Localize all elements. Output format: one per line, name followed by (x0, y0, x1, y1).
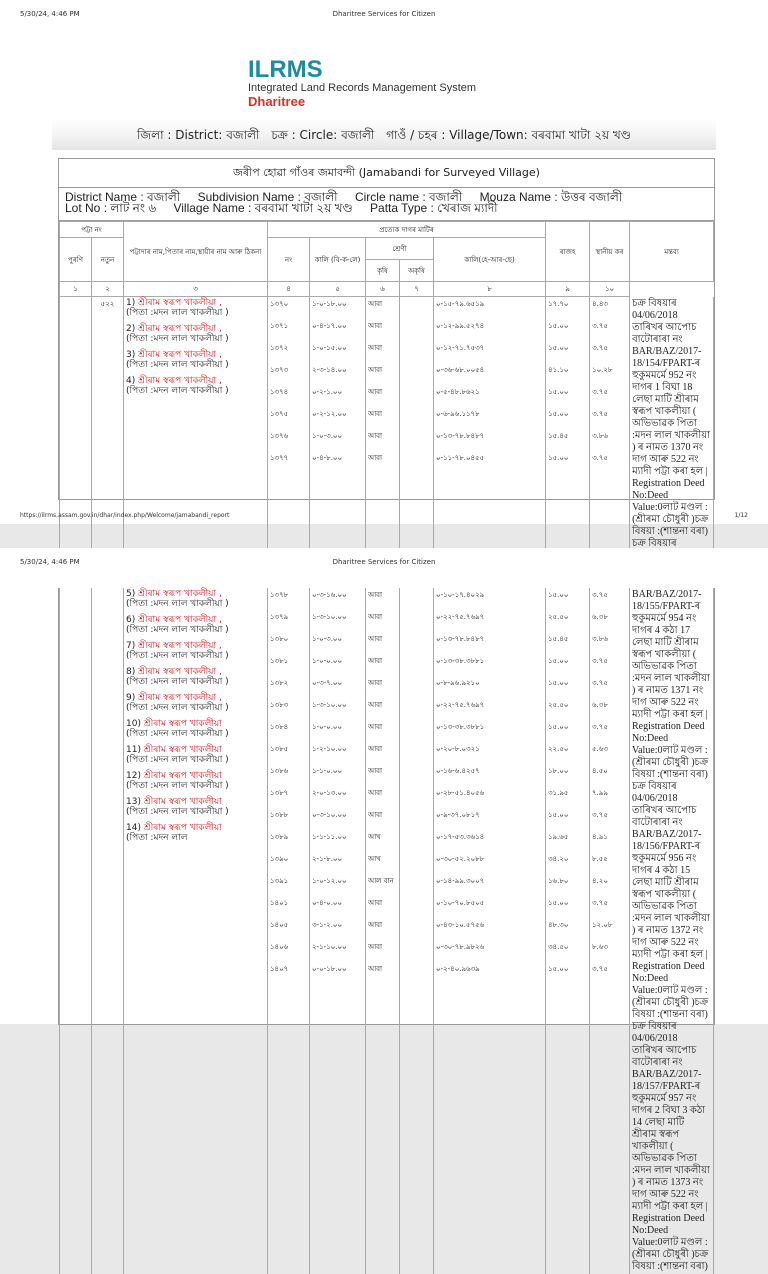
owner-name: শ্ৰীৰাম স্বৰূপ খাকলীয়া , (138, 589, 222, 599)
dag-number: ১৩৭৬ (270, 432, 289, 440)
dag-area: ০-৩-১৬.০০ (312, 591, 347, 599)
colnum: ৯ (546, 282, 590, 297)
owner-father: (পিতা :মদন লাল খাকলীয়া ) (126, 360, 229, 370)
dag-number: ১৪০৫ (270, 921, 289, 929)
dag-area-hectare: ০-১৫-৭৯.৬৫১৯ (436, 300, 485, 308)
local-tax-value: ৩.৮৬ (592, 432, 608, 440)
owner-name: শ্ৰীৰাম স্বৰূপ খাকলীয়া (143, 719, 222, 729)
remark-text: চক্ৰ বিষয়াৰ (632, 537, 677, 549)
brand-app-name: Dharitree (248, 94, 306, 109)
colnum: ১০ (590, 282, 630, 297)
location-bar (52, 118, 716, 150)
patta-new (92, 588, 124, 1274)
revenue-value: ১৫.০০ (548, 679, 569, 687)
colnum: ১ (60, 282, 92, 297)
meta-mouza: Mouza Name : উত্তৰ বজালী (479, 190, 623, 204)
land-class: আখ (368, 855, 381, 863)
patta-old (60, 588, 92, 1274)
remark-text: চক্ৰ বিষয়াৰ 04/06/2018 তাৰিখৰ আপোচ বাটোৰাৰা নং BAR/BAZ/2017-18/157/FPART-ৰ হুকুমমৰ্মে 957 নং দাগৰ 2 বিঘা 3 কঠা 14 লেছা মাটি শ্ৰীৰাম স্বৰূপ খাকলীয়া ( অভিভাৱক পিতা :মদন লাল খাকলীয়া ) ৰ নামত 1373 নং দাগ আৰু 522 নং ম্যাদী পট্টা কৰা হল | Registration Deed No:Deed Value:0লাট মণ্ডল :(শ্ৰীৰমা চৌধুৰী )চক্ৰ বিষয়া :(শান্তনা বৰা) (632, 1021, 710, 1272)
dag-area-hectare: ০-২০-৮.০৩২১ (436, 745, 480, 753)
print-datetime: 5/30/24, 4:46 PM (20, 10, 80, 18)
dag-number: ১৩৮১ (270, 657, 289, 665)
dag-area: ১-১-০.০০ (312, 767, 343, 775)
owner-entry (126, 324, 265, 344)
dag-area: ০-০-১৮.০০ (312, 965, 347, 973)
land-class: আবা (368, 432, 383, 440)
dag-area: ২-৩-১৪.০০ (312, 366, 347, 374)
owner-entry (126, 641, 265, 661)
owner-father: (পিতা :মদন লাল খাকলীয়া ) (126, 334, 229, 344)
local-tax-value: ৪.৯১ (592, 833, 608, 841)
dag-area-hectare: ০-১৩-৩৮.৩৮৮১ (436, 723, 485, 731)
owner-entry (126, 376, 265, 396)
remarks-cell (630, 297, 714, 587)
dag-area: ২-১-৮.০০ (312, 855, 343, 863)
dag-area: ৩-১-২.০০ (312, 921, 343, 929)
revenue-value: ১৫.০০ (548, 454, 569, 462)
land-class: আখ (368, 833, 381, 841)
revenue-value: ১৫.৪৫ (548, 432, 569, 440)
remark-text: চক্ৰ বিষয়াৰ 04/06/2018 তাৰিখৰ আপোচ বাটোৰাৰা নং BAR/BAZ/2017-18/154/FPART-ৰ হুকুমমৰ্মে 952 নং দাগৰ 1 বিঘা 18 লেছা মাটি শ্ৰীৰাম স্বৰূপ খাকলীয়া ( অভিভাৱক পিতা :মদন লাল খাকলীয়া ) ৰ নামত 1370 নং দাগ আৰু 522 নং ম্যাদী পট্টা কৰা হল | Registration Deed No:Deed Value:0লাট মণ্ডল :(শ্ৰীৰমা চৌধুৰী )চক্ৰ বিষয়া :(শান্তনা বৰা) (632, 297, 710, 537)
local-tax-value: ৬.৩৮ (592, 613, 608, 621)
local-tax-value: ৫.৬৩ (592, 745, 608, 753)
dag-area-hectare: ০-১২-৯৯.৫২৭৪ (436, 322, 485, 330)
nonagri-cell (400, 588, 434, 1274)
col-area-hect: কালি(হে-আৰ-ছে) (434, 238, 546, 282)
brand-subtitle: Integrated Land Records Management System (248, 82, 477, 94)
land-class: আবা (368, 591, 383, 599)
dag-number: ১৩৮৬ (270, 767, 289, 775)
dag-area: ১-১-১১.০০ (312, 833, 347, 841)
revenue-value: ২২.৫০ (548, 745, 569, 753)
local-tax-value: ৪.২০ (592, 877, 608, 885)
dag-number: ১৩৯১ (270, 877, 289, 885)
hect-cell (434, 588, 546, 1274)
dag-number: ১৩৮৪ (270, 723, 289, 731)
local-tax-value: ৩.৭৫ (592, 388, 608, 396)
owner-name: শ্ৰীৰাম স্বৰূপ খাকলীয়া , (138, 350, 222, 360)
revenue-value: ৩৪.২০ (548, 855, 569, 863)
owner-index: 1) (126, 298, 139, 308)
land-class: আবা (368, 921, 383, 929)
colnum: ৭ (400, 282, 434, 297)
local-tax-value: ৩.৭৫ (592, 965, 608, 973)
dag-number: ১৩৭৩ (270, 366, 289, 374)
dag-number: ১৩৮২ (270, 679, 289, 687)
dag-number: ১৩৭৪ (270, 388, 289, 396)
remark-text: BAR/BAZ/2017-18/155/FPART-ৰ হুকুমমৰ্মে 954 নং দাগৰ 4 কঠা 17 লেছা মাটি শ্ৰীৰাম স্বৰূপ খাকলীয়া ( অভিভাৱক পিতা :মদন লাল খাকলীয়া ) ৰ নামত 1371 নং দাগ আৰু 522 নং ম্যাদী পট্টা কৰা হল | Registration Deed No:Deed Value:0লাট মণ্ডল :(শ্ৰীৰমা চৌধুৰী )চক্ৰ বিষয়া :(শান্তনা বৰা) (632, 589, 710, 780)
dag-area: ২-০-১৩.০০ (312, 789, 347, 797)
dag-number: ১৩৭৯ (270, 613, 289, 621)
owner-index: 14) (126, 823, 144, 833)
owner-name: শ্ৰীৰাম স্বৰূপ খাকলীয়া (143, 771, 222, 781)
local-tax-value: ৩.৭৫ (592, 679, 608, 687)
dag-area: ১-০-০.০০ (312, 657, 343, 665)
owner-father: (পিতা :মদন লাল খাকলীয়া ) (126, 386, 229, 396)
revenue-value: ১৭.৭০ (548, 300, 569, 308)
meta-lot: Lot No : লাট নং ৬ (65, 201, 157, 215)
owner-entry (126, 615, 265, 635)
col-local-tax: স্থানীয় কৰ (590, 222, 630, 282)
column-number-row (60, 282, 714, 297)
owner-father: (পিতা :মদন লাল খাকলীয়া ) (126, 308, 229, 318)
dag-area-hectare: ০-২৮-৫১.৪০৫৬ (436, 789, 485, 797)
revenue-cell (546, 588, 590, 1274)
dag-area-hectare: ০-১১-৭৮.০৪৫৫ (436, 454, 485, 462)
owner-father: (পিতা :মদন লাল খাকলীয়া ) (126, 677, 229, 687)
dag-area: ২-১-১০.০০ (312, 943, 347, 951)
owner-father: (পিতা :মদন লাল খাকলীয়া ) (126, 625, 229, 635)
remarks-cell (630, 588, 714, 1274)
revenue-value: ১৮.০০ (548, 767, 569, 775)
dag-area-hectare: ০-৯-৩৭.০৮১৭ (436, 811, 480, 819)
owner-index: 12) (126, 771, 144, 781)
land-class: আবা (368, 613, 383, 621)
dag-number: ১৪০১ (270, 899, 289, 907)
print-header (20, 10, 748, 22)
revenue-value: ৪৮.৩০ (548, 921, 569, 929)
land-class: আবা (368, 965, 383, 973)
dag-area: ১-০-১২.০০ (312, 877, 347, 885)
local-tax-value: ৭.৯৯ (592, 789, 608, 797)
land-class: আবা (368, 454, 383, 462)
revenue-value: ১৫.০০ (548, 344, 569, 352)
meta-subdivision: Subdivision Name : বজালী (197, 190, 338, 204)
report-meta (59, 188, 714, 221)
owner-father: (পিতা :মদন লাল খাকলীয়া ) (126, 807, 229, 817)
dag-number: ১৩৮৮ (270, 811, 289, 819)
dag-area-hectare: ০-৮-৯৬.৯২১০ (436, 679, 480, 687)
dag-area: ০-৪-০.০০ (312, 899, 343, 907)
local-tax-value: ৩.৭৫ (592, 344, 608, 352)
dag-number: ১৩৯০ (270, 855, 289, 863)
owner-index: 7) (126, 641, 139, 651)
owner-name: শ্ৰীৰাম স্বৰূপ খাকলীয়া (143, 745, 222, 755)
owner-entry (126, 797, 265, 817)
meta-patta-type: Patta Type : খেৰাজ ম্যাদী (370, 201, 498, 215)
owner-name: শ্ৰীৰাম স্বৰূপ খাকলীয়া , (138, 693, 222, 703)
revenue-value: ১৫.০০ (548, 591, 569, 599)
owner-index: 8) (126, 667, 139, 677)
revenue-value: ১৫.০০ (548, 657, 569, 665)
print-page-2 (0, 548, 768, 1272)
dag-area-hectare: ০-১৪-৯৯.৩০০৭ (436, 877, 485, 885)
dag-area: ০-৩-৭.০০ (312, 679, 343, 687)
land-class: আবা (368, 679, 383, 687)
revenue-value: ১৫.৪৫ (548, 635, 569, 643)
area-cell (310, 588, 366, 1274)
revenue-value: ১৫.০০ (548, 322, 569, 330)
land-class: আল বান (368, 877, 394, 885)
local-tax-value: ৩.৭৫ (592, 899, 608, 907)
dag-area: ১-০-০.০০ (312, 723, 343, 731)
col-remarks: মন্তব্য (630, 222, 714, 282)
owner-index: 10) (126, 719, 144, 729)
dag-area-hectare: ০-১২-৭১.৭৫৩৭ (436, 344, 485, 352)
dag-area: ১-৩-১০.০০ (312, 701, 347, 709)
dag-area: ১-২-১০.০০ (312, 745, 347, 753)
dag-area-hectare: ০-১৩-৩৮.৩৮৮১ (436, 657, 485, 665)
local-tax-value: ৪.৪৩ (592, 300, 608, 308)
meta-circle: Circle name : বজালী (354, 190, 463, 204)
print-datetime: 5/30/24, 4:46 PM (20, 558, 80, 566)
revenue-value: ১৯.৬৫ (548, 833, 569, 841)
jamabandi-table (59, 588, 714, 1274)
local-tax-value: ৮.৫৫ (592, 855, 608, 863)
local-tax-value: ৩.৭৫ (592, 322, 608, 330)
brand-logo-text: ILRMS (248, 56, 323, 83)
dag-number: ১৩৭৭ (270, 454, 289, 462)
dag-area-hectare: ০-৫-৪৮.৮৬২১ (436, 388, 480, 396)
local-tax-value: ৩.৭৫ (592, 410, 608, 418)
land-class: আবা (368, 943, 383, 951)
dag-area-hectare: ০-১৩-৭৮.৮৪৮৭ (436, 635, 485, 643)
local-tax-value: ৩.৭৫ (592, 454, 608, 462)
owner-father: (পিতা :মদন লাল (126, 833, 188, 843)
owner-name: শ্ৰীৰাম স্বৰূপ খাকলীয়া , (138, 376, 222, 386)
owner-index: 11) (126, 745, 144, 755)
owner-entry (126, 589, 265, 609)
tax-cell (590, 297, 630, 587)
dag-number: ১৩৭১ (270, 322, 289, 330)
owner-name: শ্ৰীৰাম স্বৰূপ খাকলীয়া , (138, 324, 222, 334)
revenue-value: ১৫.০০ (548, 811, 569, 819)
local-tax-value: ৩.৭৫ (592, 811, 608, 819)
land-class: আবা (368, 701, 383, 709)
col-area: কালি (বি-ক-লে) (310, 238, 366, 282)
print-page-number: 1/12 (734, 512, 748, 519)
local-tax-value: ৪.৫০ (592, 767, 608, 775)
dag-area-hectare: ০-৪৩-১০.৫৭৫৬ (436, 921, 485, 929)
dag-number: ১৩৮৩ (270, 701, 289, 709)
revenue-value: ৩১.৯৫ (548, 789, 569, 797)
dag-cell (268, 297, 310, 587)
owners-cell (124, 588, 268, 1274)
table-row (60, 297, 714, 587)
dag-number: ১৪০৬ (270, 943, 289, 951)
dag-area-hectare: ০-১০-১৭.৪০২৯ (436, 591, 485, 599)
print-header (20, 558, 748, 570)
land-class: আবা (368, 322, 383, 330)
print-page-1 (0, 0, 768, 549)
col-nonagri: অকৃষি (400, 260, 434, 282)
dag-number: ১৩৭৮ (270, 591, 289, 599)
report-title: জৰীপ হোৱা গাঁওৰ জমাবন্দী (Jamabandi for Surveyed Village) (59, 159, 714, 188)
revenue-value: ১৬.৮০ (548, 877, 569, 885)
col-patta-no: পট্টা নং (60, 222, 124, 238)
owner-name: শ্ৰীৰাম স্বৰূপ খাকলীয়া (143, 797, 222, 807)
owner-father: (পিতা :মদন লাল খাকলীয়া ) (126, 651, 229, 661)
dag-area: ০-৩-১০.০০ (312, 811, 347, 819)
dag-area-hectare: ০-২২-৭৫.৭৬৯৭ (436, 701, 485, 709)
owner-name: শ্ৰীৰাম স্বৰূপ খাকলীয়া , (138, 641, 222, 651)
dag-number: ১৩৮৭ (270, 789, 289, 797)
owner-index: 3) (126, 350, 139, 360)
col-owner: পট্টাদাৰ নাম,পিতাৰ নাম,স্থায়ীৰ নাম আৰু ঠিকনা (124, 222, 268, 282)
owner-index: 9) (126, 693, 139, 703)
col-old: পুৰণি (60, 238, 92, 282)
local-tax-value: ১০.২৮ (592, 366, 613, 374)
dag-area: ০-৪-৮.০০ (312, 454, 343, 462)
tax-cell (590, 588, 630, 1274)
print-url: https://ilrms.assam.gov.in/dhar/index.php/Welcome/jamabandi_report (20, 512, 230, 519)
owner-father: (পিতা :মদন লাল খাকলীয়া ) (126, 755, 229, 765)
colnum: ৬ (366, 282, 400, 297)
owner-name: শ্ৰীৰাম স্বৰূপ খাকলীয়া (143, 823, 222, 833)
land-class: আবা (368, 767, 383, 775)
col-dag-no: নং (268, 238, 310, 282)
dag-area-hectare: ০-১৬-৬.৪২৫৭ (436, 767, 480, 775)
dag-area-hectare: ০-৩০-৭৮.৯৮২৬ (436, 943, 485, 951)
dag-number: ১৩৭৫ (270, 410, 289, 418)
owner-name: শ্ৰীৰাম স্বৰূপ খাকলীয়া , (138, 667, 222, 677)
owner-entry (126, 667, 265, 687)
colnum: ২ (92, 282, 124, 297)
owner-entry (126, 298, 265, 318)
print-footer (20, 512, 748, 524)
meta-village: Village Name : বৰবামা খাটা ২য় খণ্ড (173, 201, 353, 215)
revenue-value: ২৫.৫০ (548, 613, 569, 621)
print-title: Dharitree Services for Citizen (332, 558, 436, 566)
colnum: ৩ (124, 282, 268, 297)
dag-area-hectare: ০-১৩-৭৮.৮৪৮৭ (436, 432, 485, 440)
revenue-value: ১৫.০০ (548, 723, 569, 731)
local-tax-value: ৩.৮৬ (592, 635, 608, 643)
land-class: আবা (368, 410, 383, 418)
nonagri-cell (400, 297, 434, 587)
dag-number: ১৩৮০ (270, 635, 289, 643)
location-circle: চক্ৰ : Circle: বজালী (271, 128, 375, 142)
owner-index: 6) (126, 615, 139, 625)
colnum: ৫ (310, 282, 366, 297)
dag-number: ১৩৭০ (270, 300, 289, 308)
land-class: আবা (368, 635, 383, 643)
dag-area: ০-২-১২.০০ (312, 410, 347, 418)
land-class: আবা (368, 899, 383, 907)
colnum: ৪ (268, 282, 310, 297)
revenue-value: ১৫.০০ (548, 965, 569, 973)
dag-cell (268, 588, 310, 1274)
col-class: শ্ৰেণী (366, 238, 434, 260)
patta-old (60, 297, 92, 587)
owner-father: (পিতা :মদন লাল খাকলীয়া ) (126, 781, 229, 791)
patta-new: ৫২২ (92, 297, 124, 587)
revenue-value: ১৫.০০ (548, 899, 569, 907)
land-class: আবা (368, 723, 383, 731)
col-dag-group: প্ৰত্যেক দাগৰ মাটিৰ (268, 222, 546, 238)
owner-index: 2) (126, 324, 139, 334)
land-class: আবা (368, 300, 383, 308)
dag-area: ০-২-১.০০ (312, 388, 343, 396)
remark-text: চক্ৰ বিষয়াৰ 04/06/2018 তাৰিখৰ আপোচ বাটোৰাৰা নং BAR/BAZ/2017-18/156/FPART-ৰ হুকুমমৰ্মে 956 নং দাগৰ 4 কঠা 15 লেছা মাটি শ্ৰীৰাম স্বৰূপ খাকলীয়া ( অভিভাৱক পিতা :মদন লাল খাকলীয়া ) ৰ নামত 1372 নং দাগ আৰু 522 নং ম্যাদী পট্টা কৰা হল | Registration Deed No:Deed Value:0লাট মণ্ডল :(শ্ৰীৰমা চৌধুৰী )চক্ৰ বিষয়া :(শান্তনা বৰা) (632, 781, 710, 1020)
dag-area: ১-৩-১০.০০ (312, 613, 347, 621)
owner-entry (126, 771, 265, 791)
local-tax-value: ৩.৭৫ (592, 723, 608, 731)
dag-number: ১৩৮৫ (270, 745, 289, 753)
dag-area-hectare: ০-২-৪০.৯৬৩৯ (436, 965, 480, 973)
local-tax-value: ৩.৭৫ (592, 657, 608, 665)
land-class: আবা (368, 366, 383, 374)
owner-entry (126, 823, 265, 843)
dag-area: ১-০-৩.০০ (312, 432, 343, 440)
jamabandi-table (59, 221, 714, 587)
local-tax-value: ৬.৩৮ (592, 701, 608, 709)
owner-name: শ্ৰীৰাম স্বৰূপ খাকলীয়া , (138, 615, 222, 625)
dag-area-hectare: ০-১০-৭০.৮৫০৫ (436, 899, 485, 907)
agri-cell (366, 297, 400, 587)
dag-area-hectare: ০-১৭-৫৩.৩৬১৪ (436, 833, 485, 841)
brand-block (248, 56, 476, 109)
agri-cell (366, 588, 400, 1274)
local-tax-value: ১২.০৮ (592, 921, 613, 929)
revenue-value: ৪১.১০ (548, 366, 569, 374)
dag-area-hectare: ০-৬-৯৬.১১৭৮ (436, 410, 480, 418)
location-village: গাওঁ / চহৰ : Village/Town: বৰবামা খাটা ২য় খণ্ড (386, 128, 631, 142)
table-row (60, 588, 714, 1274)
revenue-cell (546, 297, 590, 587)
dag-number: ১৩৭২ (270, 344, 289, 352)
dag-number: ১৪০৭ (270, 965, 289, 973)
owner-index: 4) (126, 376, 139, 386)
land-class: আবা (368, 745, 383, 753)
revenue-value: ১৫.০০ (548, 388, 569, 396)
dag-area-hectare: ০-২২-৭৫.৭৬৯৭ (436, 613, 485, 621)
owner-name: শ্ৰীৰাম স্বৰূপ খাকলীয়া , (138, 298, 222, 308)
owner-entry (126, 719, 265, 739)
owner-entry (126, 693, 265, 713)
area-cell (310, 297, 366, 587)
owner-father: (পিতা :মদন লাল খাকলীয়া ) (126, 599, 229, 609)
hect-cell (434, 297, 546, 587)
owner-entry (126, 745, 265, 765)
jamabandi-report-continued (58, 588, 715, 1272)
dag-area-hectare: ০-৩০-৫২.২০৮৮ (436, 855, 485, 863)
revenue-value: ৩৪.৫০ (548, 943, 569, 951)
owner-father: (পিতা :মদন লাল খাকলীয়া ) (126, 729, 229, 739)
col-agri: কৃষি (366, 260, 400, 282)
col-new: নতুন (92, 238, 124, 282)
land-class: আবা (368, 811, 383, 819)
dag-area: ১-০-১৮.০০ (312, 300, 347, 308)
colnum: ৮ (434, 282, 546, 297)
revenue-value: ১৫.০০ (548, 410, 569, 418)
revenue-value: ২৫.৫০ (548, 701, 569, 709)
land-class: আবা (368, 344, 383, 352)
local-tax-value: ৮.৬৩ (592, 943, 608, 951)
location-district: জিলা : District: বজালী (137, 128, 260, 142)
dag-number: ১৩৮৯ (270, 833, 289, 841)
land-class: আবা (368, 388, 383, 396)
owner-father: (পিতা :মদন লাল খাকলীয়া ) (126, 703, 229, 713)
land-class: আবা (368, 789, 383, 797)
owner-index: 5) (126, 589, 139, 599)
local-tax-value: ৩.৭৫ (592, 591, 608, 599)
print-title: Dharitree Services for Citizen (332, 10, 436, 18)
meta-district: District Name : বজালী (65, 190, 181, 204)
dag-area: ১-০-৩.০০ (312, 635, 343, 643)
dag-area-hectare: ০-৩৬-৬৮.০০৫৪ (436, 366, 485, 374)
col-revenue: ৰাজহ (546, 222, 590, 282)
owners-cell (124, 297, 268, 587)
land-class: আবা (368, 657, 383, 665)
owner-index: 13) (126, 797, 144, 807)
dag-area: ০-৪-১৭.০০ (312, 322, 347, 330)
owner-entry (126, 350, 265, 370)
dag-area: ১-০-১৫.০০ (312, 344, 347, 352)
